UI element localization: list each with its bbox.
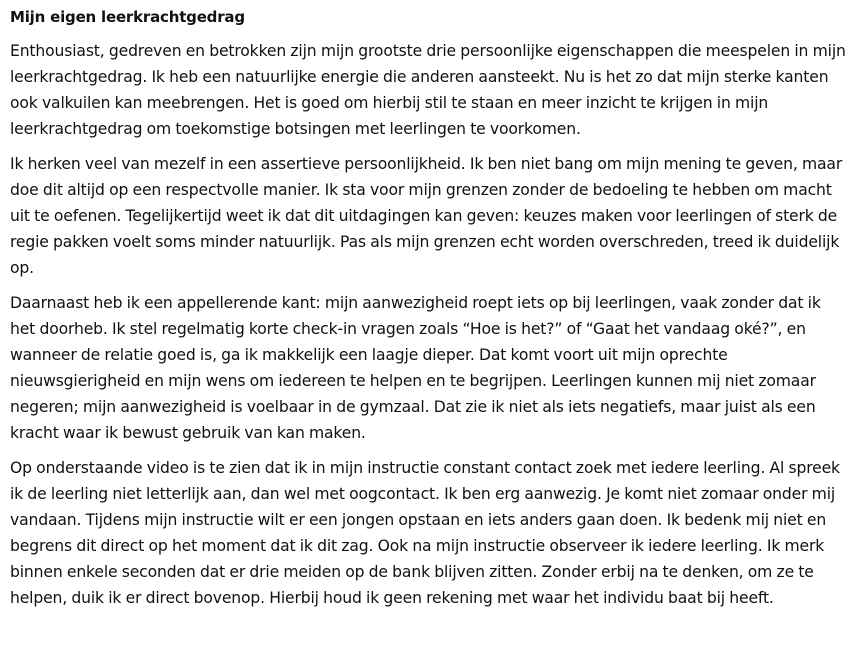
paragraph-eigenschappen: Enthousiast, gedreven en betrokken zijn mijn grootste drie persoonlijke eigenschappen die meespelen in mijn leerkrachtgedrag. Ik heb een natuurlijke energie die anderen aansteekt. Nu is het zo dat mijn sterke kanten ook valkuilen kan meebrengen. Het is goed om hierbij stil te staan en meer inzicht te krijgen in mijn leerkrachtgedrag om toekomstige botsingen met leerlingen te voorkomen. (10, 42, 846, 138)
paragraph-appellerend: Daarnaast heb ik een appellerende kant: mijn aanwezigheid roept iets op bij leerlingen, vaak zonder dat ik het doorheb. Ik stel regelmatig korte check-in vragen zoals “Hoe is het?” of “Gaat het vandaag oké?”, en wanneer de relatie goed is, ga ik makkelijk een laagje dieper. Dat komt voort uit mijn oprechte nieuwsgierigheid en mijn wens om iedereen te helpen en te begrijpen. Leerlingen kunnen mij niet zomaar negeren; mijn aanwezigheid is voelbaar in de gymzaal. Dat zie ik niet als iets negatiefs, maar juist als een kracht waar ik bewust gebruik van kan maken. (10, 294, 821, 442)
paragraph-video: Op onderstaande video is te zien dat ik in mijn instructie constant contact zoek met iedere leerling. Al spreek ik de leerling niet letterlijk aan, dan wel met oogcontact. Ik ben erg aanwezig. Je komt niet zomaar onder mij vandaan. Tijdens mijn instructie wilt er een jongen opstaan en iets anders gaan doen. Ik bedenk mij niet en begrens dit direct op het moment dat ik dit zag. Ook na mijn instructie observeer ik iedere leerling. Ik merk binnen enkele seconden dat er drie meiden op de bank blijven zitten. Zonder erbij na te denken, om ze te helpen, duik ik er direct bovenop. Hierbij houd ik geen rekening met waar het individu baat bij heeft. (10, 459, 840, 607)
paragraph-assertief: Ik herken veel van mezelf in een assertieve persoonlijkheid. Ik ben niet bang om mijn mening te geven, maar doe dit altijd op een respectvolle manier. Ik sta voor mijn grenzen zonder de bedoeling te hebben om macht uit te oefenen. Tegelijkertijd weet ik dat dit uitdagingen kan geven: keuzes maken voor leerlingen of sterk de regie pakken voelt soms minder natuurlijk. Pas als mijn grenzen echt worden overschreden, treed ik duidelijk op. (10, 155, 843, 277)
document-title: Mijn eigen leerkrachtgedrag (10, 8, 245, 26)
